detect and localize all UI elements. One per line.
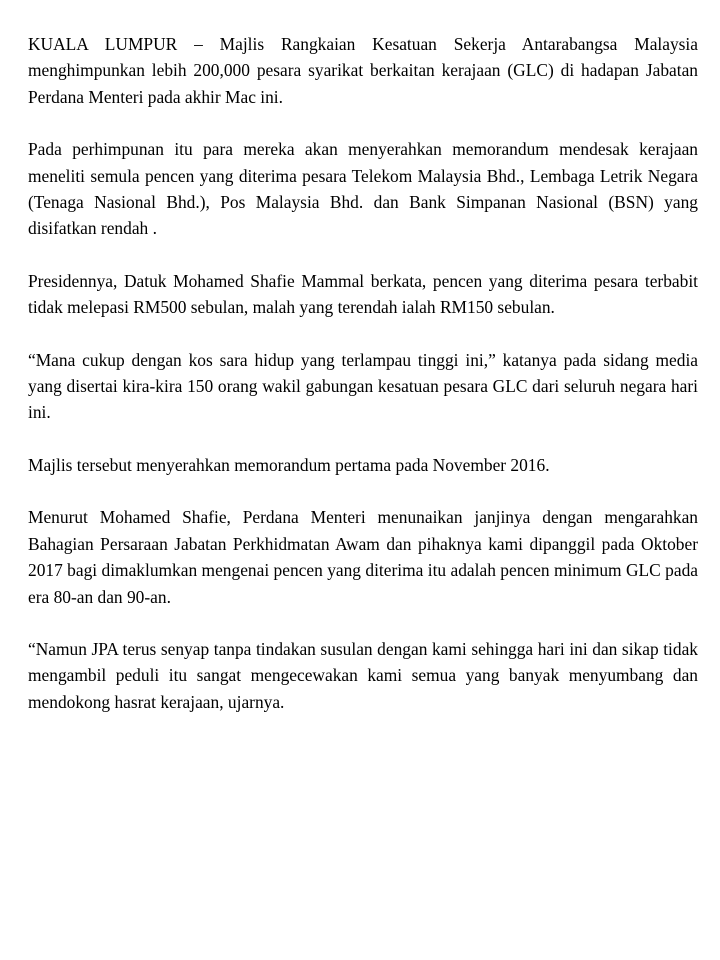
paragraph-intro: KUALA LUMPUR – Majlis Rangkaian Kesatuan Sekerja Antarabangsa Malaysia menghimpunkan lebih 200,000 pesara syarikat berkaitan kerajaan (GLC) di hadapan Jabatan Perdana Menteri pada akhir Mac ini. <box>28 34 698 107</box>
paragraph-first-memorandum: Majlis tersebut menyerahkan memorandum pertama pada November 2016. <box>28 454 550 475</box>
paragraph-prime-minister: Menurut Mohamed Shafie, Perdana Menteri menunaikan janjinya dengan mengarahkan Bahagian Persaraan Jabatan Perkhidmatan Awam dan pihaknya kami dipanggil pada Oktober 2017 bagi dimaklumkan mengenai pencen yang diterima itu adalah pencen minimum GLC pada era 80-an dan 90-an. <box>28 507 698 607</box>
paragraph-quote-jpa: “Namun JPA terus senyap tanpa tindakan susulan dengan kami sehingga hari ini dan sikap tidak mengambil peduli itu sangat mengecewakan kami semua yang banyak menyumbang dan mendokong hasrat kerajaan, ujarnya. <box>28 638 698 712</box>
paragraph-president-statement: Presidennya, Datuk Mohamed Shafie Mammal berkata, pencen yang diterima pesara terbabit tidak melepasi RM500 sebulan, malah yang terendah ialah RM150 sebulan. <box>28 270 698 318</box>
paragraph-memorandum: Pada perhimpunan itu para mereka akan menyerahkan memorandum mendesak kerajaan meneliti semula pencen yang diterima pesara Telekom Malaysia Bhd., Lembaga Letrik Negara (Tenaga Nasional Bhd.), Pos Malaysia Bhd. dan Bank Simpanan Nasional (BSN) yang disifatkan rendah . <box>28 139 698 239</box>
article-body <box>28 31 698 741</box>
paragraph-quote-cost-of-living: “Mana cukup dengan kos sara hidup yang terlampau tinggi ini,” katanya pada sidang media yang disertai kira-kira 150 orang wakil gabungan kesatuan pesara GLC dari seluruh negara hari ini. <box>28 349 698 423</box>
